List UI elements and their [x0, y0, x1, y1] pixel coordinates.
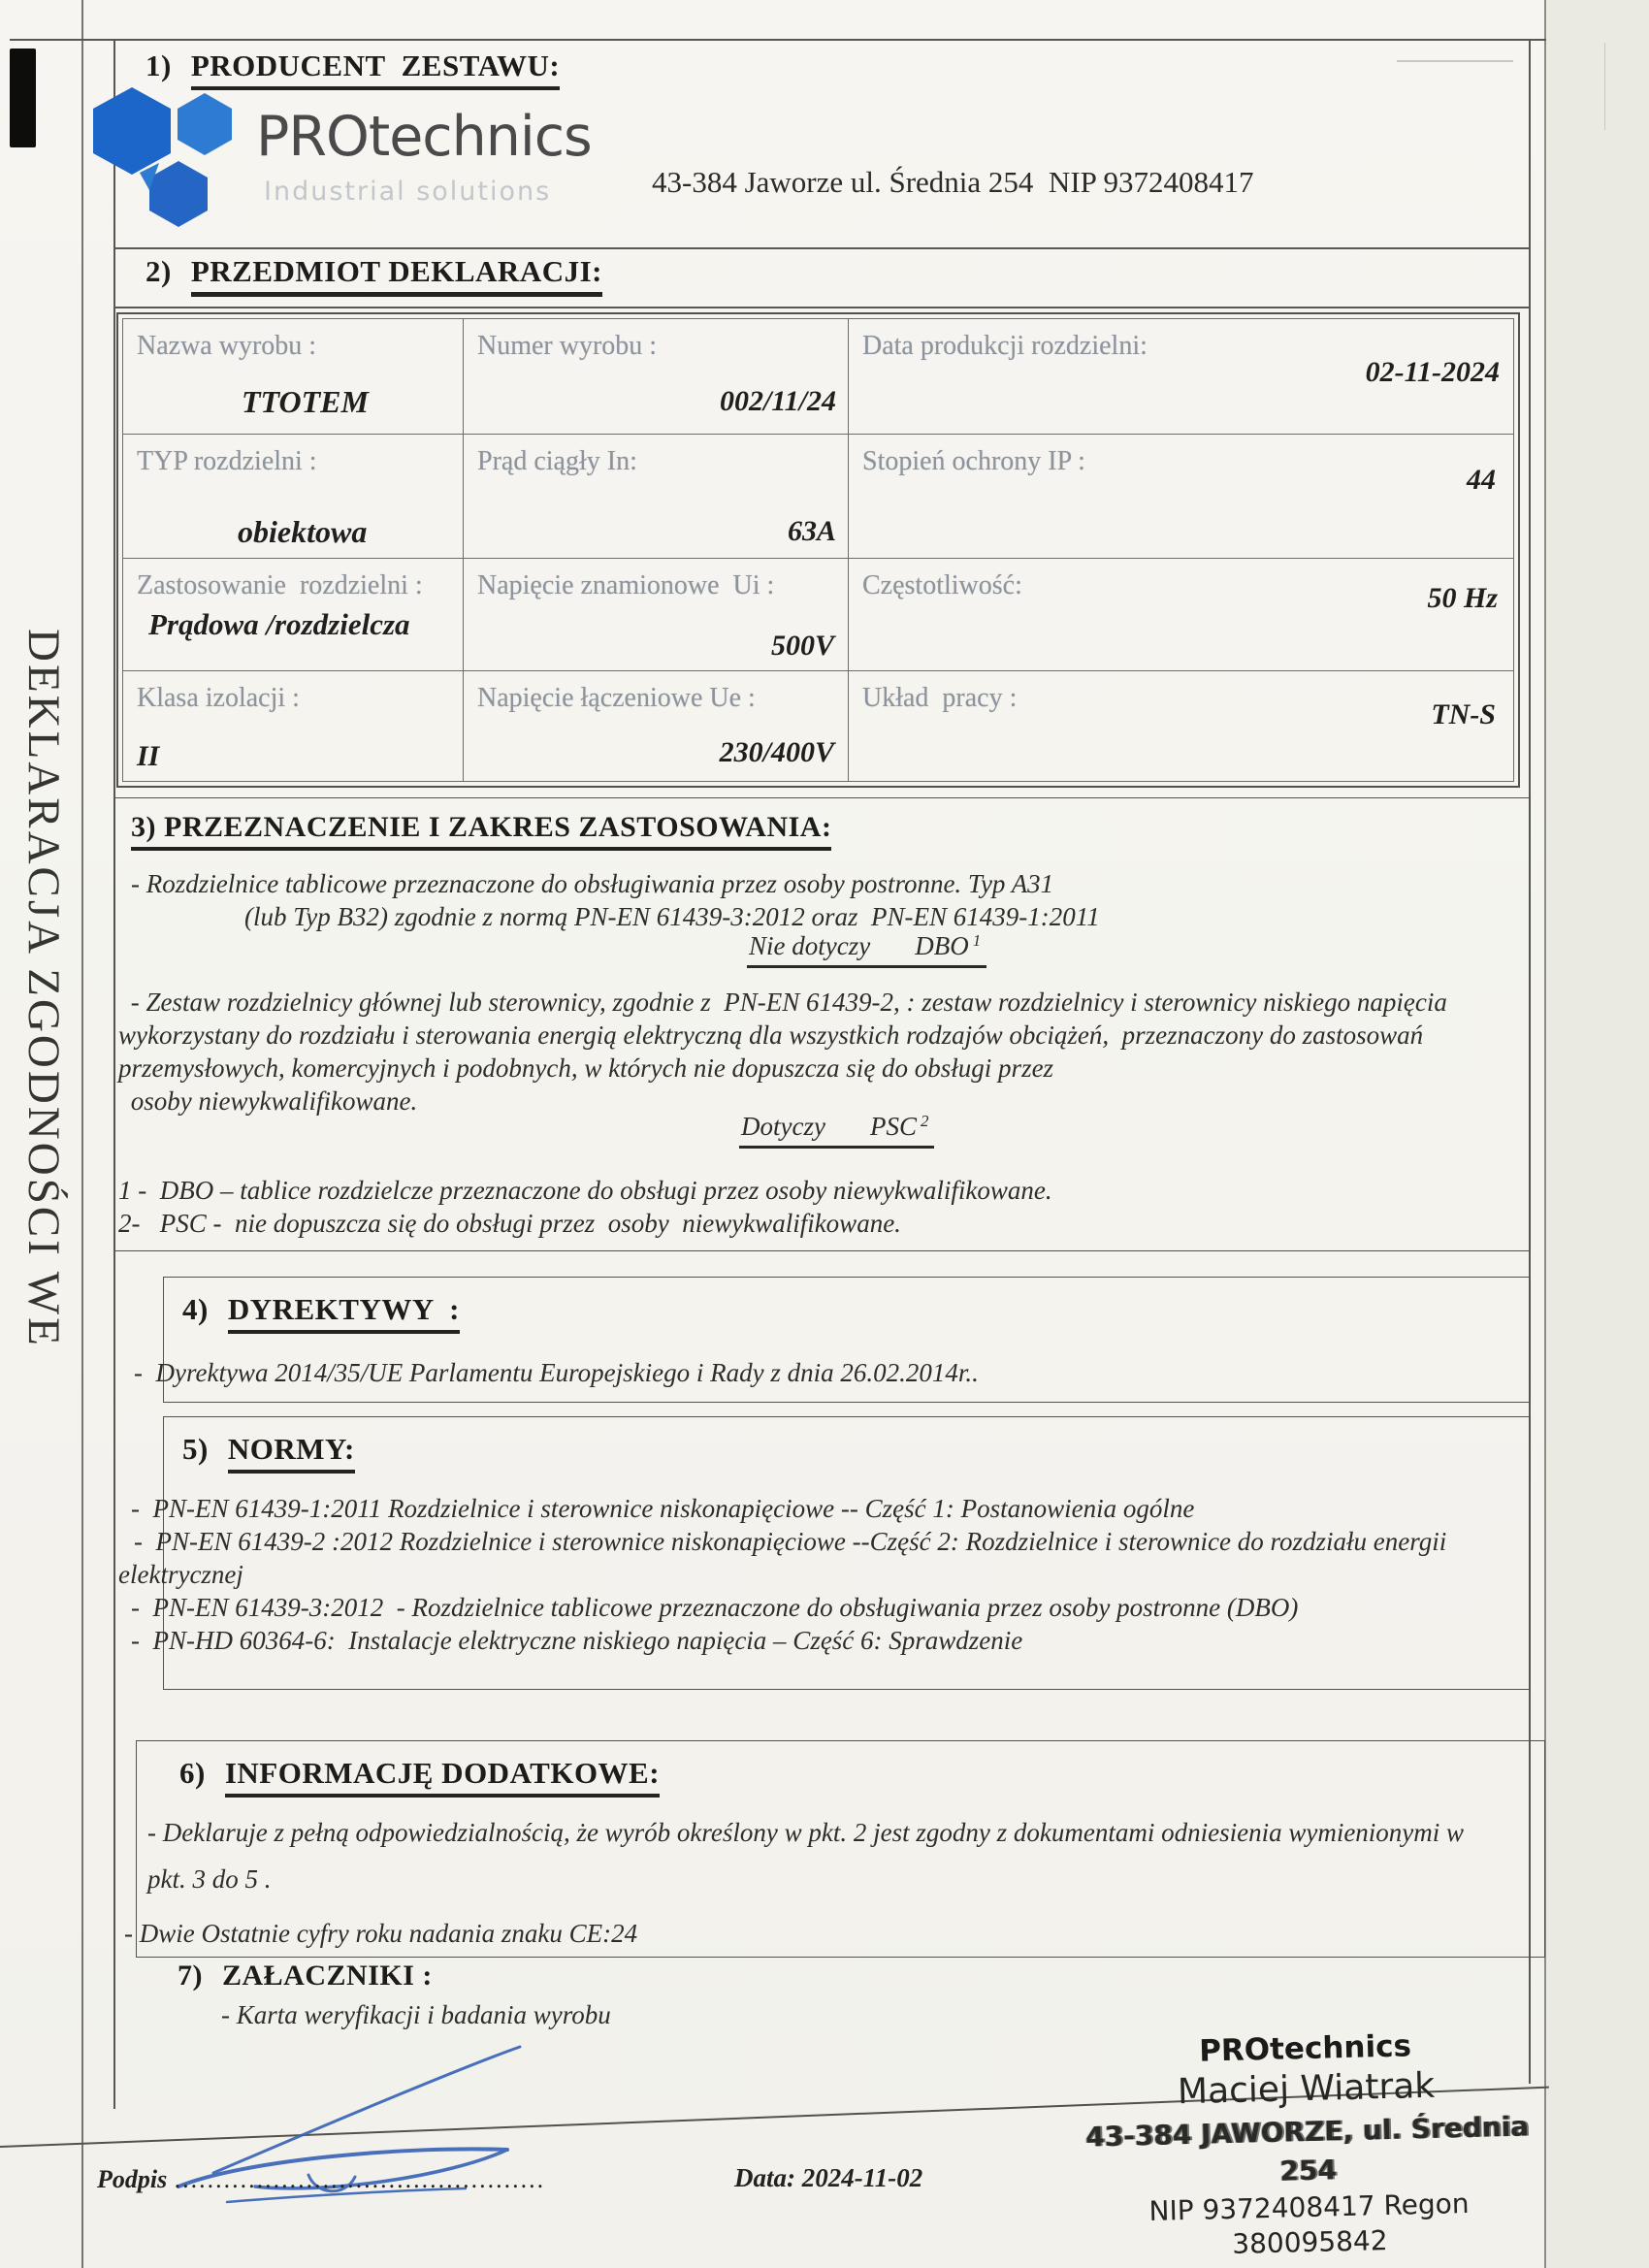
purpose-paragraph-line: (lub Typ B32) zgodnie z normą PN-EN 61439-3:2012 oraz PN-EN 61439-1:2011 [244, 902, 1100, 931]
exempt-label: Nie dotyczy [749, 931, 871, 960]
table-cell-continuous-current [464, 435, 849, 559]
additional-info-heading-number: 6) [179, 1756, 206, 1790]
norms-heading [182, 1432, 355, 1474]
apply-value: PSC [869, 1112, 917, 1141]
purpose-heading-text: 3) PRZEZNACZENIE I ZAKRES ZASTOSOWANIA: [131, 811, 831, 851]
ip-rating-label: Stopień ochrony IP : [862, 446, 1085, 476]
stamp-person-name: Maciej Wiatrak [1177, 2065, 1436, 2113]
product-number-value: 002/11/24 [719, 385, 836, 417]
divider-line [113, 307, 1531, 308]
earthing-system-label: Układ pracy : [862, 683, 1018, 713]
brand-name: PROtechnics [256, 105, 592, 169]
scan-smudge-vertical [1604, 43, 1605, 130]
table-cell-product-number [464, 319, 849, 435]
purpose-footnote-1: 1 - DBO – tablice rozdzielcze przeznaczone do obsługi przez osoby niewykwalifikowane. [118, 1176, 1052, 1205]
declaration-table-inner [122, 318, 1514, 782]
additional-info-heading [179, 1756, 660, 1798]
directives-heading-text: DYREKTYWY : [228, 1292, 460, 1334]
insulation-class-value: II [137, 740, 160, 772]
signature-dotted-line: ............................................. [175, 2165, 546, 2193]
product-name-value: TTOTEM [242, 384, 369, 419]
company-address: 43-384 Jaworze ul. Średnia 254 NIP 9372408417 [652, 165, 1254, 199]
company-stamp [1072, 2025, 1543, 2266]
signature-label: Podpis [97, 2165, 168, 2193]
table-cell-insulation-class [123, 671, 464, 781]
frequency-value: 50 Hz [1427, 582, 1498, 614]
application-label: Zastosowanie rozdzielni : [137, 570, 423, 600]
rated-voltage-value: 500V [770, 630, 834, 662]
scan-smudge [1397, 60, 1513, 62]
scan-right-margin [1546, 0, 1649, 2268]
stamp-tax-ids: NIP 9372408417 Regon 380095842 [1148, 2187, 1470, 2260]
exempt-footnote-mark: 1 [972, 931, 982, 950]
table-cell-earthing-system [849, 671, 1513, 781]
table-cell-production-date [849, 319, 1513, 435]
top-border-line [10, 39, 1546, 41]
product-number-label: Numer wyrobu : [477, 331, 658, 361]
purpose-paragraph-line: - Rozdzielnice tablicowe przeznaczone do obsługiwania przez osoby postronne. Typ A31 [131, 869, 1054, 898]
additional-info-line: - Deklaruje z pełną odpowiedzialnością, że wyrób określony w pkt. 2 jest zgodny z dokumentami odniesienia wymienionymi w [147, 1818, 1465, 1847]
apply-footnote-mark: 2 [920, 1112, 929, 1130]
table-cell-application [123, 559, 464, 671]
table-cell-product-name [123, 319, 464, 435]
additional-info-heading-text: INFORMACJĘ DODATKOWE: [225, 1756, 660, 1798]
purpose-paragraph-line: wykorzystany do rozdziału i sterowania energią elektryczną dla wszystkich rodzajów obciążeń, przeznaczony do zastosowań [118, 1021, 1424, 1050]
producer-heading-text: PRODUCENT ZESTAWU: [191, 49, 560, 90]
product-name-label: Nazwa wyrobu : [137, 331, 317, 361]
purpose-footnote-2: 2- PSC - nie dopuszcza się do obsługi przez osoby niewykwalifikowane. [118, 1209, 901, 1238]
declaration-heading-text: PRZEDMIOT DEKLARACJI: [191, 254, 602, 297]
purpose-paragraph-line: przemysłowych, komercyjnych i podobnych, w których nie dopuszcza się do obsługi przez [118, 1053, 1054, 1083]
frequency-label: Częstotliwość: [862, 570, 1022, 600]
application-value: Prądowa /rozdzielcza [148, 607, 410, 641]
norms-item-continuation: elektrycznej [118, 1560, 243, 1589]
attachments-item: - Karta weryfikacji i badania wyrobu [221, 2000, 611, 2029]
divider-line [113, 247, 1531, 249]
insulation-class-label: Klasa izolacji : [137, 683, 300, 713]
apply-label: Dotyczy [741, 1112, 825, 1141]
declaration-heading-number: 2) [146, 254, 172, 288]
purpose-exempt-phrase [747, 931, 986, 968]
attachments-heading-text: ZAŁACZNIKI : [222, 1960, 433, 1992]
table-cell-switchgear-type [123, 435, 464, 559]
attachments-heading [178, 1960, 433, 1993]
purpose-apply-phrase [739, 1112, 934, 1149]
declaration-table [116, 312, 1520, 788]
additional-info-line: - Dwie Ostatnie cyfry roku nadania znaku CE:24 [124, 1919, 638, 1948]
document-date: Data: 2024-11-02 [734, 2163, 923, 2192]
switching-voltage-label: Napięcie łączeniowe Ue : [477, 683, 756, 713]
scan-corner-artifact [10, 49, 36, 147]
earthing-system-value: TN-S [1431, 698, 1496, 730]
table-cell-rated-voltage [464, 559, 849, 671]
switchgear-type-value: obiektowa [238, 514, 368, 549]
table-cell-ip-rating [849, 435, 1513, 559]
norms-item: - PN-EN 61439-3:2012 - Rozdzielnice tablicowe przeznaczone do obsługiwania przez osoby postronne (DBO) [131, 1593, 1299, 1622]
norms-heading-number: 5) [182, 1432, 209, 1466]
switching-voltage-value: 230/400V [719, 736, 834, 768]
table-cell-switching-voltage [464, 671, 849, 781]
production-date-label: Data produkcji rozdzielni: [862, 331, 1148, 361]
exempt-value: DBO [915, 931, 969, 960]
attachments-heading-number: 7) [178, 1960, 203, 1992]
norms-item: - PN-EN 61439-2 :2012 Rozdzielnice i sterownice niskonapięciowe --Część 2: Rozdzielnice i sterownice do rozdziału energii [134, 1527, 1447, 1556]
declaration-heading [146, 254, 602, 297]
norms-item: - PN-EN 61439-1:2011 Rozdzielnice i sterownice niskonapięciowe -- Część 1: Postanowienia ogólne [131, 1494, 1195, 1523]
norms-heading-text: NORMY: [228, 1432, 355, 1474]
switchgear-type-label: TYP rozdzielni : [137, 446, 317, 476]
rated-voltage-label: Napięcie znamionowe Ui : [477, 570, 775, 600]
purpose-paragraph-line: osoby niewykwalifikowane. [124, 1086, 418, 1116]
directives-item: - Dyrektywa 2014/35/UE Parlamentu Europejskiego i Rady z dnia 26.02.2014r.. [134, 1358, 979, 1387]
additional-info-line: pkt. 3 do 5 . [147, 1864, 272, 1894]
producer-heading-number: 1) [146, 49, 172, 82]
logo-hexagons-icon [85, 78, 250, 228]
continuous-current-value: 63A [787, 515, 836, 547]
brand-tagline: Industrial solutions [264, 177, 552, 207]
stamp-company-name: PROtechnics [1198, 2028, 1412, 2069]
norms-item: - PN-HD 60364-6: Instalacje elektryczne niskiego napięcia – Część 6: Sprawdzenie [131, 1626, 1023, 1655]
table-cell-frequency [849, 559, 1513, 671]
directives-heading [182, 1292, 460, 1334]
signature-caption [97, 2165, 546, 2194]
continuous-current-label: Prąd ciągły In: [477, 446, 637, 476]
side-title: DEKLARACJA ZGODNOŚCI WE [18, 629, 69, 1348]
directives-heading-number: 4) [182, 1292, 209, 1326]
purpose-heading [131, 811, 831, 851]
production-date-value: 02-11-2024 [1365, 356, 1500, 388]
purpose-paragraph-line: - Zestaw rozdzielnicy głównej lub sterownicy, zgodnie z PN-EN 61439-2, : zestaw rozdzielnicy i sterownicy niskiego napięcia [124, 988, 1447, 1017]
left-margin-line [81, 0, 83, 2268]
stamp-address: 43-384 JAWORZE, ul. Średnia 254 [1084, 2110, 1530, 2187]
ip-rating-value: 44 [1467, 464, 1496, 496]
